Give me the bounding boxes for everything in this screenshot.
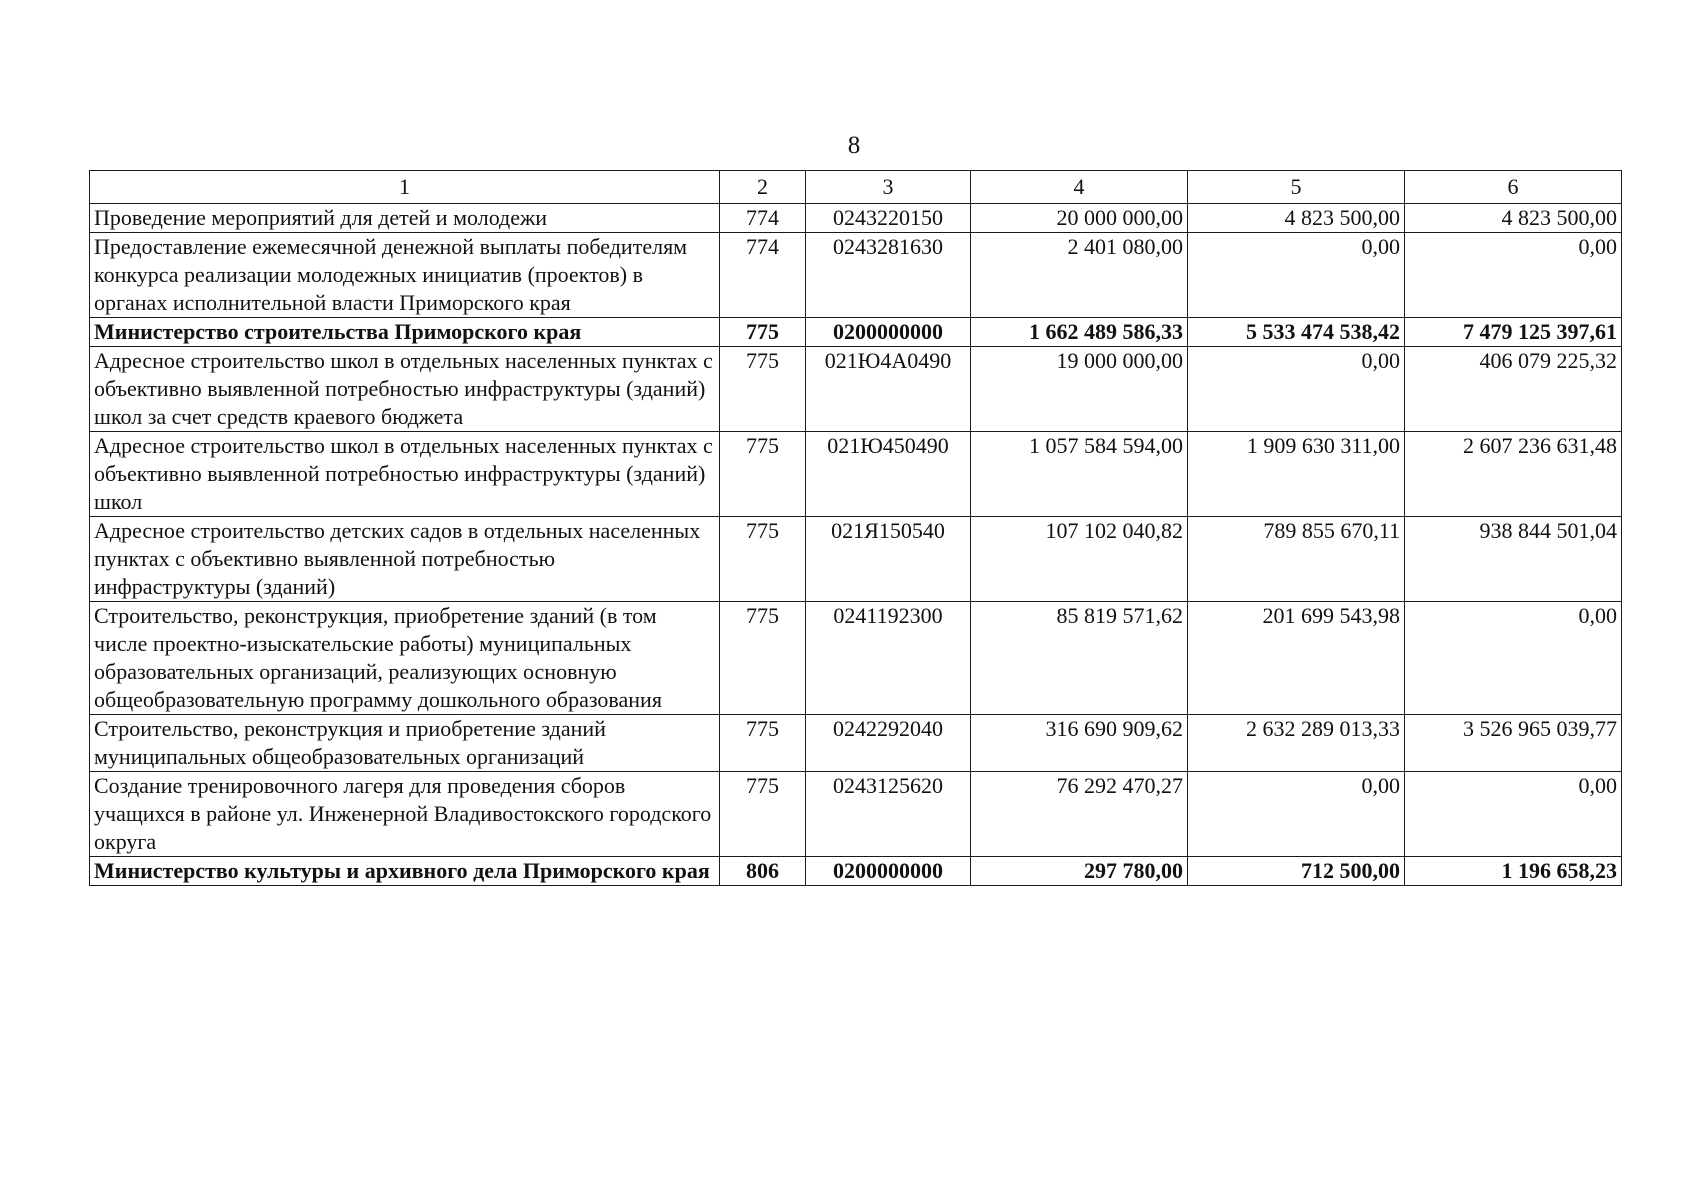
amount-col4-cell: 19 000 000,00 xyxy=(971,347,1188,432)
amount-col4-cell: 297 780,00 xyxy=(971,857,1188,886)
expense-name-cell: Министерство культуры и архивного дела Приморского края xyxy=(90,857,720,886)
amount-col5-cell: 201 699 543,98 xyxy=(1188,602,1405,715)
ministry-code-cell: 774 xyxy=(720,233,806,318)
table-row-total xyxy=(90,318,1622,347)
target-article-cell: 0200000000 xyxy=(806,857,971,886)
table-row xyxy=(90,347,1622,432)
expense-name-cell: Адресное строительство школ в отдельных населенных пунктах с объективно выявленной потребностью инфраструктуры (зданий) школ за счет средств краевого бюджета xyxy=(90,347,720,432)
ministry-code-cell: 775 xyxy=(720,772,806,857)
amount-col5-cell: 712 500,00 xyxy=(1188,857,1405,886)
amount-col6-cell: 7 479 125 397,61 xyxy=(1405,318,1622,347)
ministry-code-cell: 775 xyxy=(720,602,806,715)
amount-col6-cell: 3 526 965 039,77 xyxy=(1405,715,1622,772)
target-article-cell: 0241192300 xyxy=(806,602,971,715)
column-header-4: 4 xyxy=(971,171,1188,204)
ministry-code-cell: 774 xyxy=(720,204,806,233)
table-row xyxy=(90,715,1622,772)
ministry-code-cell: 775 xyxy=(720,517,806,602)
table-row xyxy=(90,432,1622,517)
amount-col4-cell: 20 000 000,00 xyxy=(971,204,1188,233)
amount-col5-cell: 1 909 630 311,00 xyxy=(1188,432,1405,517)
target-article-cell: 021Я150540 xyxy=(806,517,971,602)
column-header-2: 2 xyxy=(720,171,806,204)
target-article-cell: 021Ю450490 xyxy=(806,432,971,517)
amount-col4-cell: 1 057 584 594,00 xyxy=(971,432,1188,517)
column-header-1: 1 xyxy=(90,171,720,204)
amount-col6-cell: 1 196 658,23 xyxy=(1405,857,1622,886)
amount-col6-cell: 406 079 225,32 xyxy=(1405,347,1622,432)
ministry-code-cell: 775 xyxy=(720,432,806,517)
expense-name-cell: Адресное строительство детских садов в отдельных населенных пунктах с объективно выявленной потребностью инфраструктуры (зданий) xyxy=(90,517,720,602)
amount-col6-cell: 0,00 xyxy=(1405,602,1622,715)
amount-col5-cell: 4 823 500,00 xyxy=(1188,204,1405,233)
table-row xyxy=(90,517,1622,602)
table-row xyxy=(90,204,1622,233)
table-row xyxy=(90,233,1622,318)
ministry-code-cell: 775 xyxy=(720,347,806,432)
amount-col4-cell: 76 292 470,27 xyxy=(971,772,1188,857)
amount-col4-cell: 316 690 909,62 xyxy=(971,715,1188,772)
expense-name-cell: Адресное строительство школ в отдельных населенных пунктах с объективно выявленной потребностью инфраструктуры (зданий) школ xyxy=(90,432,720,517)
table-header-row xyxy=(90,171,1622,204)
ministry-code-cell: 806 xyxy=(720,857,806,886)
target-article-cell: 0242292040 xyxy=(806,715,971,772)
ministry-code-cell: 775 xyxy=(720,715,806,772)
column-header-3: 3 xyxy=(806,171,971,204)
expense-name-cell: Предоставление ежемесячной денежной выплаты победителям конкурса реализации молодежных инициатив (проектов) в органах исполнительной власти Приморского края xyxy=(90,233,720,318)
table-body xyxy=(90,204,1622,886)
table-row xyxy=(90,772,1622,857)
expense-name-cell: Министерство строительства Приморского края xyxy=(90,318,720,347)
target-article-cell: 021Ю4А0490 xyxy=(806,347,971,432)
amount-col4-cell: 85 819 571,62 xyxy=(971,602,1188,715)
amount-col5-cell: 0,00 xyxy=(1188,772,1405,857)
amount-col4-cell: 1 662 489 586,33 xyxy=(971,318,1188,347)
amount-col6-cell: 4 823 500,00 xyxy=(1405,204,1622,233)
expense-name-cell: Строительство, реконструкция, приобретение зданий (в том числе проектно-изыскательские работы) муниципальных образовательных организаций, реализующих основную общеобразовательную программу дошкольного образования xyxy=(90,602,720,715)
target-article-cell: 0243125620 xyxy=(806,772,971,857)
expense-name-cell: Строительство, реконструкция и приобретение зданий муниципальных общеобразовательных организаций xyxy=(90,715,720,772)
target-article-cell: 0243281630 xyxy=(806,233,971,318)
expense-name-cell: Создание тренировочного лагеря для проведения сборов учащихся в районе ул. Инженерной Владивостокского городского округа xyxy=(90,772,720,857)
column-header-5: 5 xyxy=(1188,171,1405,204)
amount-col6-cell: 0,00 xyxy=(1405,233,1622,318)
page-number: 8 xyxy=(847,132,861,159)
amount-col5-cell: 789 855 670,11 xyxy=(1188,517,1405,602)
amount-col4-cell: 107 102 040,82 xyxy=(971,517,1188,602)
amount-col5-cell: 0,00 xyxy=(1188,347,1405,432)
expense-name-cell: Проведение мероприятий для детей и молодежи xyxy=(90,204,720,233)
amount-col5-cell: 5 533 474 538,42 xyxy=(1188,318,1405,347)
table-row xyxy=(90,602,1622,715)
budget-table xyxy=(89,170,1622,886)
column-header-6: 6 xyxy=(1405,171,1622,204)
amount-col4-cell: 2 401 080,00 xyxy=(971,233,1188,318)
table-row-total xyxy=(90,857,1622,886)
amount-col5-cell: 0,00 xyxy=(1188,233,1405,318)
amount-col6-cell: 2 607 236 631,48 xyxy=(1405,432,1622,517)
target-article-cell: 0243220150 xyxy=(806,204,971,233)
ministry-code-cell: 775 xyxy=(720,318,806,347)
amount-col6-cell: 0,00 xyxy=(1405,772,1622,857)
target-article-cell: 0200000000 xyxy=(806,318,971,347)
amount-col6-cell: 938 844 501,04 xyxy=(1405,517,1622,602)
amount-col5-cell: 2 632 289 013,33 xyxy=(1188,715,1405,772)
